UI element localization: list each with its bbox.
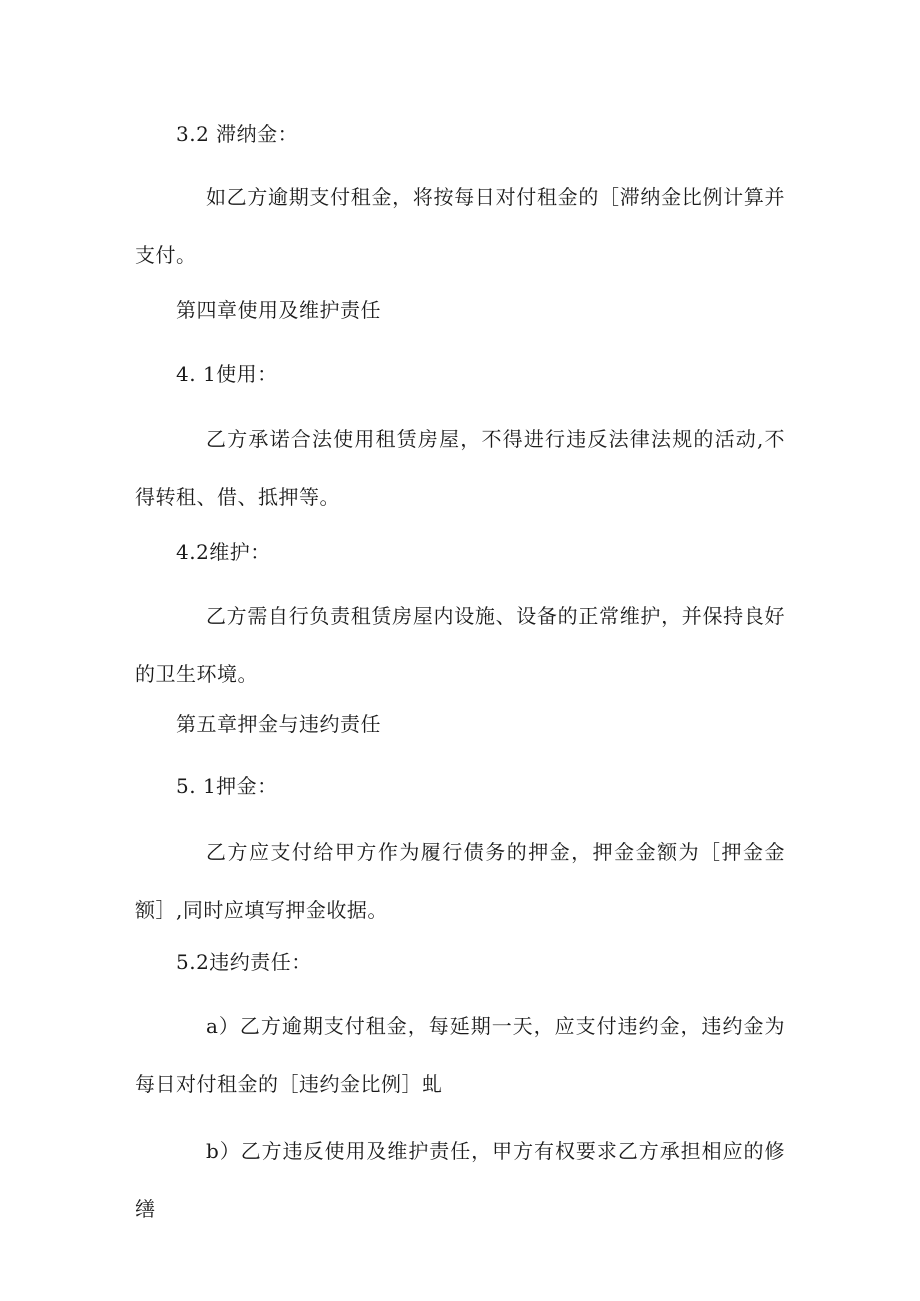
section-3-2-heading: 3.2 滞纳金： [176, 122, 299, 146]
section-5-1-heading: 5. 1押金： [176, 774, 278, 798]
section-3-2-body: 如乙方逾期支付租金，将按每日对付租金的［滞纳金比例计算并支付。 [135, 185, 785, 267]
section-4-1-heading: 4. 1使用： [176, 362, 278, 386]
section-5-2-item-b: b）乙方违反使用及维护责任，甲方有权要求乙方承担相应的修缮 [135, 1139, 785, 1221]
section-4-2-heading: 4.2维护： [176, 540, 271, 564]
section-4-1-body: 乙方承诺合法使用租赁房屋，不得进行违反法律法规的活动,不得转租、借、抵押等。 [135, 427, 785, 509]
section-5-1-body: 乙方应支付给甲方作为履行债务的押金，押金金额为［押金金额］,同时应填写押金收据。 [135, 840, 785, 922]
section-4-2-body: 乙方需自行负责租赁房屋内设施、设备的正常维护，并保持良好的卫生环境。 [135, 604, 785, 686]
section-5-2-heading: 5.2违约责任： [176, 950, 312, 974]
section-5-2-item-a: a）乙方逾期支付租金，每延期一天，应支付违约金，违约金为每日对付租金的［违约金比例］虬 [135, 1014, 785, 1096]
chapter-4-heading: 第四章使用及维护责任 [176, 298, 381, 322]
chapter-5-heading: 第五章押金与违约责任 [176, 712, 381, 736]
